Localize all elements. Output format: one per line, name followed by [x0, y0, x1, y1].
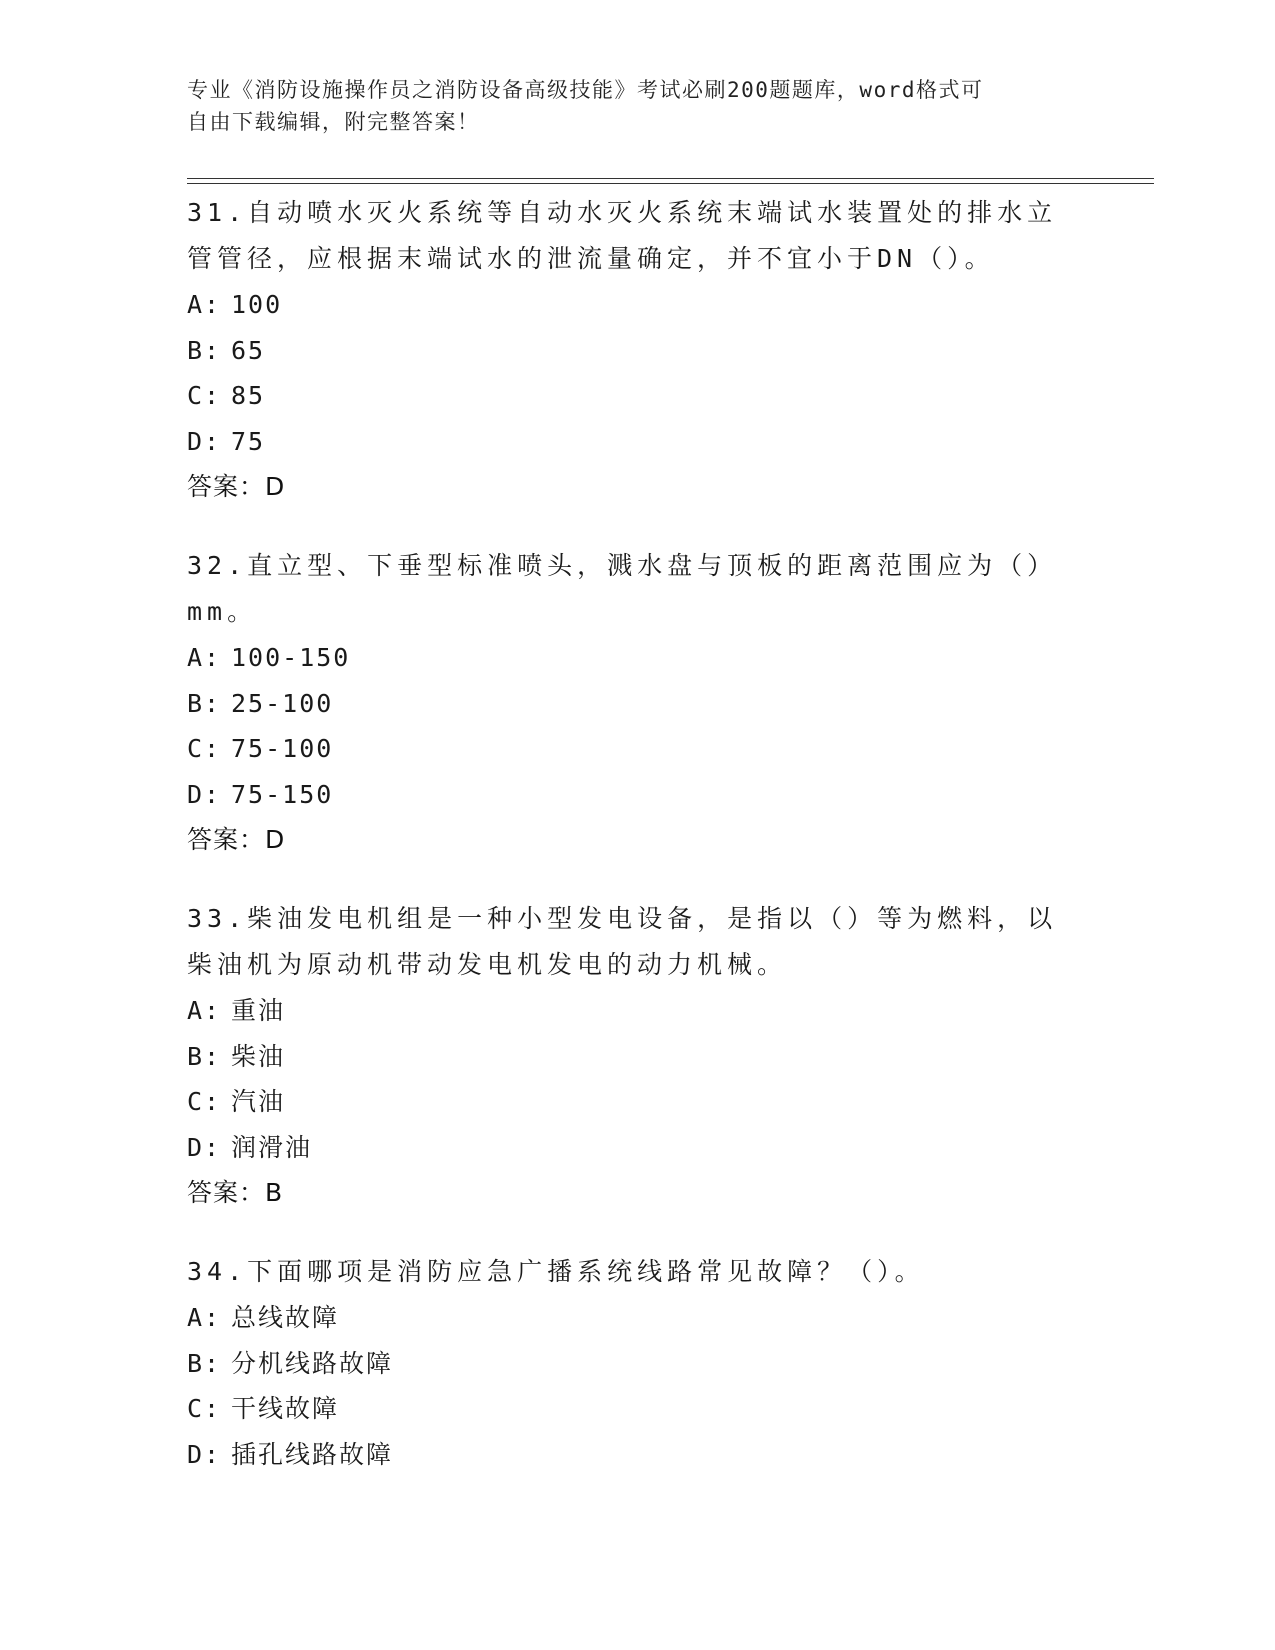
option-key: C: [187, 734, 222, 763]
option-text: 85 [231, 381, 266, 410]
option-text: 总线故障 [231, 1303, 340, 1332]
option-key: A: [187, 643, 222, 672]
option-key: A: [187, 996, 222, 1025]
option-d [187, 1125, 1087, 1171]
option-key: B: [187, 335, 222, 365]
option-c [187, 1079, 1087, 1125]
option-d [187, 1432, 1087, 1478]
question-stem: 32.直立型、下垂型标准喷头，溅水盘与顶板的距离范围应为（）mm。 [187, 551, 1058, 626]
question-33 [187, 896, 1087, 1215]
option-text: 分机线路故障 [231, 1348, 394, 1378]
option-text: 干线故障 [231, 1394, 340, 1423]
document-header [187, 74, 1067, 138]
option-key: D: [187, 1439, 222, 1469]
option-key: A: [187, 1303, 222, 1332]
option-d [187, 772, 1087, 818]
option-text: 75-150 [231, 779, 334, 809]
option-key: D: [187, 779, 222, 809]
option-text: 润滑油 [231, 1132, 313, 1162]
option-c [187, 373, 1087, 419]
option-text: 重油 [231, 996, 286, 1025]
option-text: 汽油 [231, 1087, 286, 1116]
option-key: B: [187, 688, 222, 718]
answer-line: 答案：B [187, 1178, 284, 1207]
question-31 [187, 190, 1087, 509]
header-divider-bottom [187, 183, 1154, 184]
question-stem: 33.柴油发电机组是一种小型发电设备，是指以（）等为燃料，以柴油机为原动机带动发电机发电的动力机械。 [187, 904, 1058, 979]
option-key: A: [187, 290, 222, 319]
answer-line: 答案：D [187, 825, 286, 854]
option-text: 100-150 [231, 643, 351, 672]
option-key: B: [187, 1041, 222, 1071]
option-a [187, 988, 1087, 1034]
question-list [187, 190, 1087, 1511]
header-line-1: 专业《消防设施操作员之消防设备高级技能》考试必刷200题题库，word格式可 [187, 78, 984, 102]
option-c [187, 726, 1087, 772]
option-a [187, 1295, 1087, 1341]
option-text: 75 [231, 426, 266, 456]
option-d [187, 419, 1087, 465]
option-b [187, 328, 1087, 374]
header-line-2: 自由下载编辑，附完整答案！ [187, 110, 480, 134]
option-b [187, 1034, 1087, 1080]
option-text: 100 [231, 290, 283, 319]
option-key: C: [187, 381, 222, 410]
option-b [187, 1341, 1087, 1387]
question-32 [187, 543, 1087, 862]
option-text: 75-100 [231, 734, 334, 763]
option-a [187, 282, 1087, 328]
option-text: 65 [231, 335, 266, 365]
option-b [187, 681, 1087, 727]
option-key: B: [187, 1348, 222, 1378]
answer-line: 答案：D [187, 472, 286, 501]
option-a [187, 635, 1087, 681]
header-divider-top [187, 178, 1154, 179]
option-c [187, 1386, 1087, 1432]
option-key: C: [187, 1394, 222, 1423]
question-stem: 31.自动喷水灭火系统等自动水灭火系统末端试水装置处的排水立管管径，应根据末端试水的泄流量确定，并不宜小于DN（）。 [187, 198, 1058, 273]
option-key: D: [187, 426, 222, 456]
question-stem: 34.下面哪项是消防应急广播系统线路常见故障？（）。 [187, 1257, 925, 1286]
option-text: 插孔线路故障 [231, 1439, 394, 1469]
option-text: 柴油 [231, 1041, 286, 1071]
option-text: 25-100 [231, 688, 334, 718]
option-key: D: [187, 1132, 222, 1162]
question-34 [187, 1249, 1087, 1477]
option-key: C: [187, 1087, 222, 1116]
